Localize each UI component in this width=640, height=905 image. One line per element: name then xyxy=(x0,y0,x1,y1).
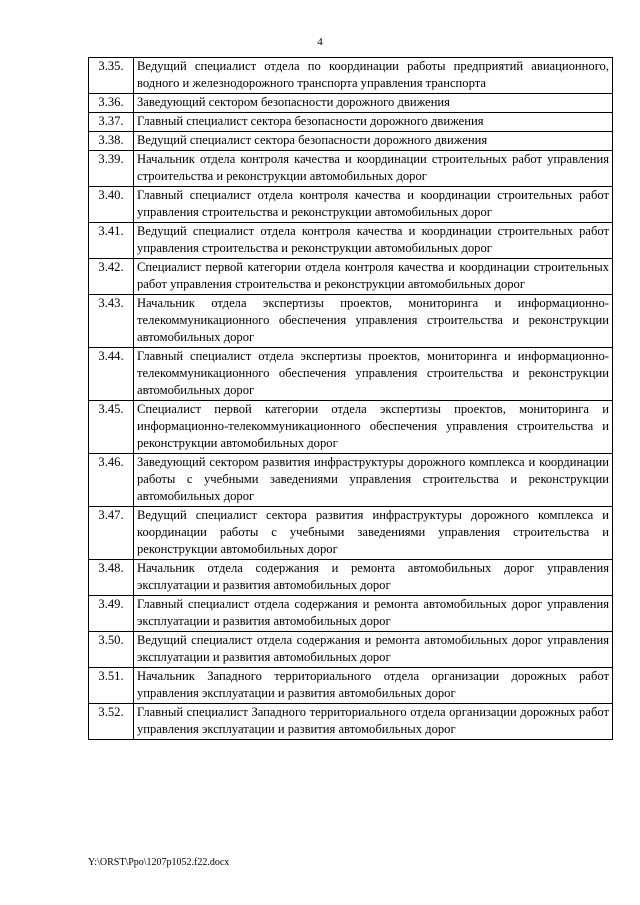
table-row xyxy=(89,454,613,507)
table-row xyxy=(89,113,613,132)
row-number: 3.48. xyxy=(89,560,134,596)
positions-table xyxy=(88,57,613,740)
row-number: 3.39. xyxy=(89,151,134,187)
row-number: 3.45. xyxy=(89,401,134,454)
row-number: 3.38. xyxy=(89,132,134,151)
row-number: 3.37. xyxy=(89,113,134,132)
position-title: Главный специалист отдела контроля качества и координации строительных работ управления строительства и реконструкции автомобильных дорог xyxy=(134,187,613,223)
table-row xyxy=(89,596,613,632)
table-row xyxy=(89,58,613,94)
page-number: 4 xyxy=(317,36,323,48)
position-title: Ведущий специалист сектора развития инфраструктуры дорожного комплекса и координации работы с учебными заведениями управления строительства и реконструкции автомобильных дорог xyxy=(134,507,613,560)
table-row xyxy=(89,668,613,704)
row-number: 3.42. xyxy=(89,259,134,295)
row-number: 3.52. xyxy=(89,704,134,740)
table-row xyxy=(89,632,613,668)
position-title: Заведующий сектором безопасности дорожного движения xyxy=(134,94,613,113)
row-number: 3.40. xyxy=(89,187,134,223)
position-title: Ведущий специалист отдела по координации работы предприятий авиационного, водного и железнодорожного транспорта управления транспорта xyxy=(134,58,613,94)
table-row xyxy=(89,704,613,740)
table-row xyxy=(89,223,613,259)
table-row xyxy=(89,94,613,113)
row-number: 3.51. xyxy=(89,668,134,704)
row-number: 3.49. xyxy=(89,596,134,632)
position-title: Начальник отдела экспертизы проектов, мониторинга и информационно-телекоммуникационного обеспечения управления строительства и реконструкции автомобильных дорог xyxy=(134,295,613,348)
position-title: Специалист первой категории отдела экспертизы проектов, мониторинга и информационно-телекоммуникационного обеспечения управления строительства и реконструкции автомобильных дорог xyxy=(134,401,613,454)
row-number: 3.46. xyxy=(89,454,134,507)
position-title: Ведущий специалист сектора безопасности дорожного движения xyxy=(134,132,613,151)
position-title: Главный специалист сектора безопасности дорожного движения xyxy=(134,113,613,132)
table-row xyxy=(89,132,613,151)
position-title: Главный специалист Западного территориального отдела организации дорожных работ управления эксплуатации и развития автомобильных дорог xyxy=(134,704,613,740)
table-row xyxy=(89,295,613,348)
position-title: Начальник Западного территориального отдела организации дорожных работ управления эксплуатации и развития автомобильных дорог xyxy=(134,668,613,704)
position-title: Начальник отдела контроля качества и координации строительных работ управления строительства и реконструкции автомобильных дорог xyxy=(134,151,613,187)
position-title: Главный специалист отдела экспертизы проектов, мониторинга и информационно-телекоммуникационного обеспечения управления строительства и реконструкции автомобильных дорог xyxy=(134,348,613,401)
row-number: 3.43. xyxy=(89,295,134,348)
position-title: Начальник отдела содержания и ремонта автомобильных дорог управления эксплуатации и развития автомобильных дорог xyxy=(134,560,613,596)
table-row xyxy=(89,187,613,223)
position-title: Ведущий специалист отдела содержания и ремонта автомобильных дорог управления эксплуатации и развития автомобильных дорог xyxy=(134,632,613,668)
row-number: 3.41. xyxy=(89,223,134,259)
row-number: 3.35. xyxy=(89,58,134,94)
table-row xyxy=(89,560,613,596)
row-number: 3.50. xyxy=(89,632,134,668)
position-title: Ведущий специалист отдела контроля качества и координации строительных работ управления строительства и реконструкции автомобильных дорог xyxy=(134,223,613,259)
footer-file-path: Y:\ORST\Ppo\1207p1052.f22.docx xyxy=(88,857,230,868)
row-number: 3.44. xyxy=(89,348,134,401)
table-row xyxy=(89,151,613,187)
position-title: Заведующий сектором развития инфраструктуры дорожного комплекса и координации работы с учебными заведениями управления строительства и реконструкции автомобильных дорог xyxy=(134,454,613,507)
row-number: 3.36. xyxy=(89,94,134,113)
table-row xyxy=(89,259,613,295)
position-title: Главный специалист отдела содержания и ремонта автомобильных дорог управления эксплуатации и развития автомобильных дорог xyxy=(134,596,613,632)
row-number: 3.47. xyxy=(89,507,134,560)
table-row xyxy=(89,401,613,454)
table-row xyxy=(89,507,613,560)
table-row xyxy=(89,348,613,401)
position-title: Специалист первой категории отдела контроля качества и координации строительных работ управления строительства и реконструкции автомобильных дорог xyxy=(134,259,613,295)
